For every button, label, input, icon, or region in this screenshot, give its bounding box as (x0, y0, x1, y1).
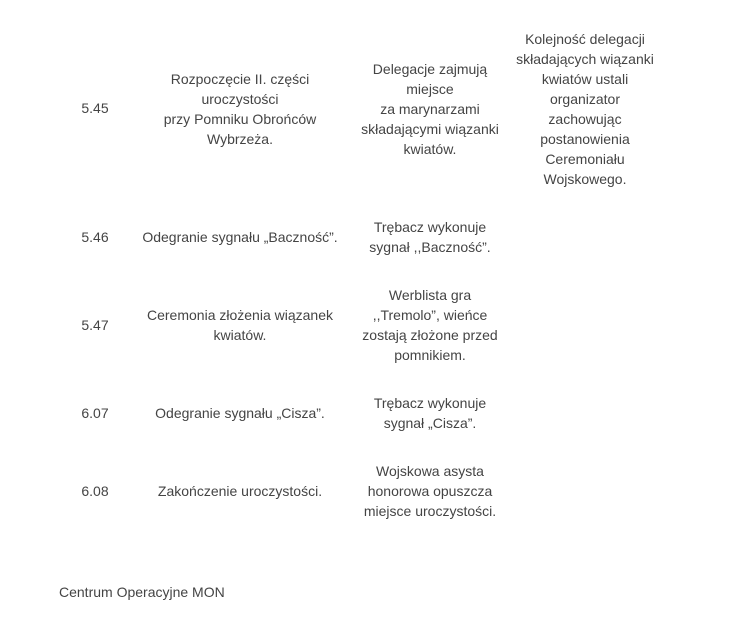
description-text: Wojskowa asysta (376, 463, 484, 479)
description-text: pomnikiem. (394, 347, 466, 363)
time-cell (60, 98, 130, 118)
description-text: ,,Tremolo”, wieńce (372, 307, 488, 323)
time-cell (60, 227, 130, 247)
time-text: 5.45 (81, 100, 109, 116)
event-text: Rozpoczęcie II. części (170, 71, 310, 87)
note-text: Wojskowego. (543, 171, 627, 187)
description-cell (350, 393, 510, 433)
description-text: Delegacje zajmują (372, 61, 488, 77)
footer-source: Centrum Operacyjne MON (59, 584, 225, 600)
time-text: 5.46 (81, 229, 109, 245)
event-text: Odegranie sygnału „Cisza”. (155, 405, 325, 421)
description-cell (350, 217, 510, 257)
event-text: przy Pomniku Obrońców (163, 111, 317, 127)
event-text: kwiatów. (213, 327, 267, 343)
note-text: postanowienia (540, 131, 630, 147)
time-text: 6.07 (81, 405, 109, 421)
note-text: Kolejność delegacji (525, 31, 645, 47)
description-text: sygnał „Cisza”. (383, 415, 477, 431)
event-text: Ceremonia złożenia wiązanek (147, 307, 333, 323)
description-text: miejsce (406, 81, 454, 97)
event-text: uroczystości (201, 91, 279, 107)
note-text: organizator (549, 91, 621, 107)
time-text: 5.47 (81, 317, 109, 333)
event-cell (130, 481, 350, 501)
note-text: składających wiązanki (516, 51, 654, 67)
description-text: zostają złożone przed (362, 327, 498, 343)
time-cell (60, 481, 130, 501)
description-text: kwiatów. (403, 141, 457, 157)
description-cell (350, 461, 510, 521)
event-text: Odegranie sygnału „Baczność”. (142, 229, 338, 245)
event-cell (130, 227, 350, 247)
description-text: składającymi wiązanki (361, 121, 499, 137)
description-cell (350, 59, 510, 159)
event-cell (130, 305, 350, 345)
event-cell (130, 403, 350, 423)
time-cell (60, 315, 130, 335)
description-text: Werblista gra (388, 287, 472, 303)
time-text: 6.08 (81, 483, 109, 499)
description-text: Trębacz wykonuje (373, 395, 487, 411)
description-cell (350, 285, 510, 365)
description-text: sygnał ,,Baczność”. (369, 239, 491, 255)
note-text: Ceremoniału (545, 151, 625, 167)
description-text: miejsce uroczystości. (363, 503, 497, 519)
time-cell (60, 403, 130, 423)
event-text: Zakończenie uroczystości. (157, 483, 323, 499)
note-text: zachowując (548, 111, 622, 127)
note-cell (505, 29, 665, 189)
description-text: za marynarzami (380, 101, 480, 117)
description-text: Trębacz wykonuje (373, 219, 487, 235)
description-text: honorowa opuszcza (367, 483, 493, 499)
event-cell (130, 69, 350, 149)
event-text: Wybrzeża. (206, 131, 273, 147)
note-text: kwiatów ustali (541, 71, 629, 87)
